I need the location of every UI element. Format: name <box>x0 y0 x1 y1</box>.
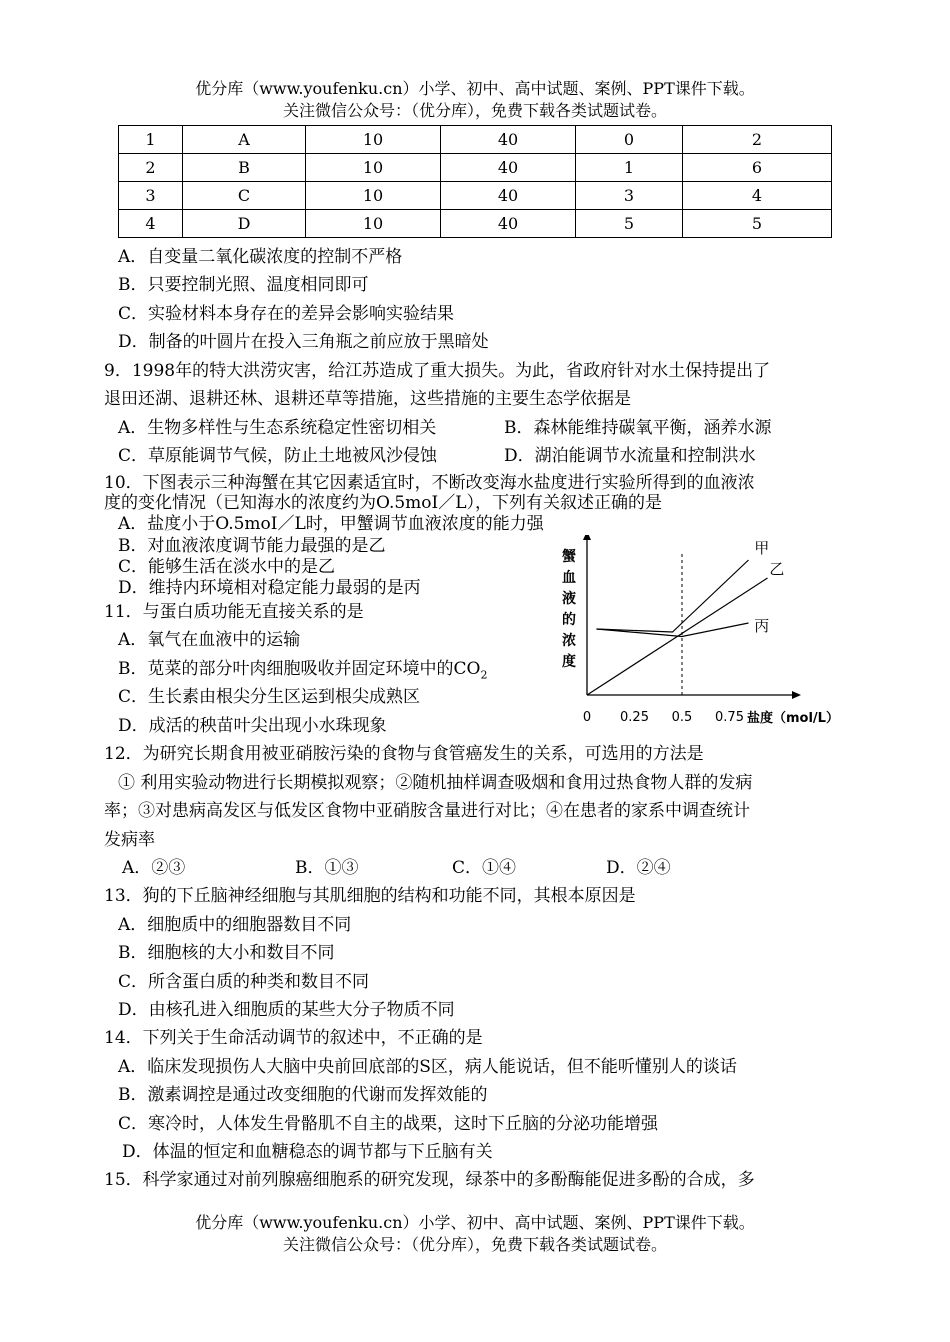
q9-option-c: C．草原能调节气候，防止土地被风沙侵蚀 <box>118 446 438 466</box>
q14-option-d: D．体温的恒定和血糖稳态的调节都与下丘脑有关 <box>122 1142 493 1162</box>
q11-option-a: A．氧气在血液中的运输 <box>118 630 301 650</box>
q12-option-b: B．①③ <box>295 858 359 878</box>
x-tick-label: 0 <box>582 710 592 725</box>
y-axis-label-char: 蟹 <box>562 549 576 565</box>
table-cell: 2 <box>683 126 832 154</box>
q13-option-a: A．细胞质中的细胞器数目不同 <box>118 915 352 935</box>
table-cell: D <box>183 210 306 238</box>
table-cell: 40 <box>441 154 576 182</box>
q11-option-d: D．成活的秧苗叶尖出现小水珠现象 <box>118 716 387 736</box>
q10-option-c: C．能够生活在淡水中的是乙 <box>118 557 336 577</box>
y-axis-arrow <box>583 535 591 540</box>
q8-option-b: B．只要控制光照、温度相同即可 <box>118 275 369 295</box>
table-row <box>119 154 832 182</box>
q8-option-d: D．制备的叶圆片在投入三角瓶之前应放于黑暗处 <box>118 332 489 352</box>
q13-option-c: C．所含蛋白质的种类和数目不同 <box>118 972 370 992</box>
q9-stem-line-1: 9．1998年的特大洪涝灾害，给江苏造成了重大损失。为此，省政府针对水土保持提出了 <box>104 361 771 381</box>
y-axis-label-char: 血 <box>562 570 576 586</box>
q12-methods-line-2: 率；③对患病高发区与低发区食物中亚硝胺含量进行对比；④在患者的家系中调查统计 <box>104 801 750 821</box>
q9-option-b: B．森林能维持碳氧平衡，涵养水源 <box>504 418 772 438</box>
x-tick-label: 0.25 <box>620 710 649 725</box>
y-axis-label-char: 液 <box>562 591 576 607</box>
q13-option-b: B．细胞核的大小和数目不同 <box>118 943 335 963</box>
q12-option-a: A．②③ <box>122 858 186 878</box>
q12-methods-line-3: 发病率 <box>104 830 155 850</box>
table-cell: 5 <box>576 210 683 238</box>
table-cell: 10 <box>306 154 441 182</box>
q9-option-d: D．湖泊能调节水流量和控制洪水 <box>504 446 756 466</box>
q11-option-b <box>118 657 487 687</box>
table-cell: 1 <box>119 126 183 154</box>
footer-line-2: 关注微信公众号：（优分库），免费下载各类试题试卷。 <box>282 1235 667 1254</box>
q12-option-c: C．①④ <box>452 858 517 878</box>
table-cell: A <box>183 126 306 154</box>
q11-option-b-text: B．苋菜的部分叶肉细胞吸收并固定环境中的CO <box>118 659 481 679</box>
y-axis-label-char: 度 <box>562 654 576 670</box>
footer-line-1: 优分库（www.youfenku.cn）小学、初中、高中试题、案例、PPT课件下载。 <box>195 1213 755 1232</box>
q14-option-b: B．激素调控是通过改变细胞的代谢而发挥效能的 <box>118 1085 488 1105</box>
q8-option-a: A．自变量二氧化碳浓度的控制不严格 <box>118 247 403 267</box>
table-cell: 3 <box>119 182 183 210</box>
q9-option-a: A．生物多样性与生态系统稳定性密切相关 <box>118 418 437 438</box>
table-cell: 40 <box>441 182 576 210</box>
table-cell: 4 <box>119 210 183 238</box>
table-cell: 40 <box>441 126 576 154</box>
series-line-甲 <box>597 560 749 632</box>
table-row <box>119 210 832 238</box>
experiment-table <box>118 125 832 238</box>
table-cell: B <box>183 154 306 182</box>
page-footer <box>0 1212 950 1256</box>
table-cell: 6 <box>683 154 832 182</box>
x-tick-label: 0.75 <box>715 710 744 725</box>
q14-option-a: A．临床发现损伤人大脑中央前回底部的S区，病人能说话，但不能听懂别人的谈话 <box>118 1057 737 1077</box>
q10-stem-line-2: 度的变化情况（已知海水的浓度约为O.5moI／L），下列有关叙述正确的是 <box>104 493 663 513</box>
table-cell: 2 <box>119 154 183 182</box>
q10-stem-line-1: 10．下图表示三种海蟹在其它因素适宜时，不断改变海水盐度进行实验所得到的血液浓 <box>104 473 755 493</box>
q12-stem: 12．为研究长期食用被亚硝胺污染的食物与食管癌发生的关系，可选用的方法是 <box>104 744 704 764</box>
q10-option-d: D．维持内环境相对稳定能力最弱的是丙 <box>118 578 421 598</box>
q12-option-d: D．②④ <box>606 858 671 878</box>
series-label: 丙 <box>754 617 770 635</box>
table-cell: 0 <box>576 126 683 154</box>
table-row <box>119 126 832 154</box>
table-cell: 10 <box>306 126 441 154</box>
table-row <box>119 182 832 210</box>
q11-option-c: C．生长素由根尖分生区运到根尖成熟区 <box>118 687 421 707</box>
q13-option-d: D．由核孔进入细胞质的某些大分子物质不同 <box>118 1000 455 1020</box>
x-axis-arrow <box>792 691 801 699</box>
q8-option-c: C．实验材料本身存在的差异会影响实验结果 <box>118 304 455 324</box>
page-header <box>0 78 950 122</box>
table-cell: 10 <box>306 182 441 210</box>
q13-stem: 13．狗的下丘脑神经细胞与其肌细胞的结构和功能不同，其根本原因是 <box>104 886 636 906</box>
q10-option-b: B．对血液浓度调节能力最强的是乙 <box>118 536 386 556</box>
q12-methods-line-1: ① 利用实验动物进行长期模拟观察；②随机抽样调查吸烟和食用过热食物人群的发病 <box>118 773 753 793</box>
q14-stem: 14．下列关于生命活动调节的叙述中，不正确的是 <box>104 1028 483 1048</box>
table-cell: 1 <box>576 154 683 182</box>
q11-option-b-subscript: 2 <box>480 668 488 682</box>
header-line-2: 关注微信公众号：（优分库），免费下载各类试题试卷。 <box>282 101 667 120</box>
series-label: 乙 <box>769 560 785 578</box>
crab-blood-concentration-chart <box>555 535 855 730</box>
table-cell: 40 <box>441 210 576 238</box>
q10-option-a: A．盐度小于O.5moI／L时，甲蟹调节血液浓度的能力强 <box>118 514 544 534</box>
table-cell: 3 <box>576 182 683 210</box>
y-axis-label-char: 浓 <box>562 633 576 649</box>
q11-stem: 11．与蛋白质功能无直接关系的是 <box>104 602 364 622</box>
q14-option-c: C．寒冷时，人体发生骨骼肌不自主的战栗，这时下丘脑的分泌功能增强 <box>118 1114 659 1134</box>
q15-stem: 15．科学家通过对前列腺癌细胞系的研究发现，绿茶中的多酚酶能促进多酚的合成，多 <box>104 1170 755 1190</box>
table-cell: 5 <box>683 210 832 238</box>
table-cell: 10 <box>306 210 441 238</box>
x-tick-label: 0.5 <box>671 710 693 725</box>
x-axis-label: 盐度（mol/L） <box>747 711 839 726</box>
y-axis-label-char: 的 <box>562 612 576 628</box>
table-cell: C <box>183 182 306 210</box>
header-line-1: 优分库（www.youfenku.cn）小学、初中、高中试题、案例、PPT课件下载。 <box>195 79 755 98</box>
q9-stem-line-2: 退田还湖、退耕还林、退耕还草等措施，这些措施的主要生态学依据是 <box>104 389 631 409</box>
table-cell: 4 <box>683 182 832 210</box>
series-label: 甲 <box>754 539 770 557</box>
